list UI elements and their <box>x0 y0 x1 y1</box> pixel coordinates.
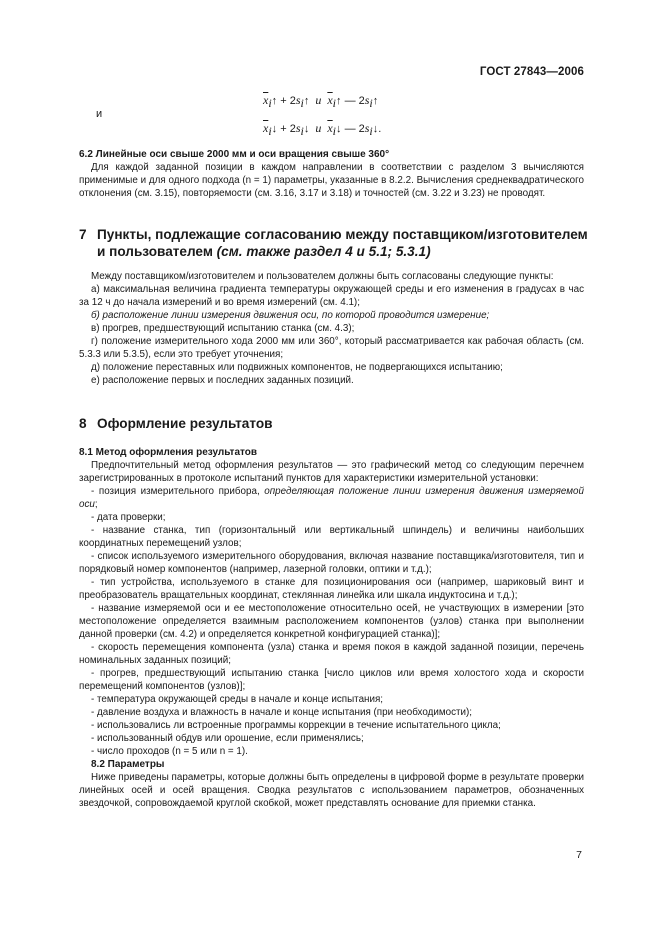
section-7-item-b <box>79 309 584 322</box>
formula-var-x: $\overline{x}$ <box>327 93 333 107</box>
formula-sub-i: i <box>300 96 304 111</box>
section-7-intro: Между поставщиком/изготовителем и пользователем должны быть согласованы следующие пункты: <box>91 271 554 282</box>
section-6-2-text: Для каждой заданной позиции в каждом направлении в соответствии с разделом 3 вычисляются применимые и для одного подхода (n = 1) параметры, указанные в 8.2.2. Вычисления среднеквадратического отклонения (см. 3.15), повторяемости (см. 3.16, 3.17 и 3.18) и точностей (см. 3.22 и 3.23) не проводят. <box>79 162 584 199</box>
standard-designation: ГОСТ 27843—2006 <box>479 66 584 78</box>
section-7-item-e: е) расположение первых и последних заданных позиций. <box>91 375 354 386</box>
list-item: - использованный обдув или орошение, если применялись; <box>91 733 364 744</box>
formula-var-x: $\overline{x}$ <box>327 121 333 135</box>
formula-arrow: ↑ <box>372 95 379 107</box>
formula-sub-i: i <box>268 124 272 139</box>
formula-var-s: s <box>364 121 370 135</box>
section-8-number: 8 <box>79 416 87 431</box>
formula-sub-i: i <box>332 96 337 111</box>
item-text: - позиция измерительного прибора, <box>91 486 265 497</box>
formula-upward <box>263 93 378 111</box>
formula-arrow: ↓ <box>303 123 310 135</box>
formula-var-s: s <box>295 93 301 107</box>
formula-op: ↑ + 2 <box>271 95 296 107</box>
section-6-2-heading: 6.2 Линейные оси свыше 2000 мм и оси вращения свыше 360° <box>79 149 390 160</box>
formula-arrow: ↓. <box>372 123 382 135</box>
list-item: - использовались ли встроенные программы коррекции в течение испытательного цикла; <box>91 720 501 731</box>
list-item: - прогрев, предшествующий испытанию станка [число циклов или время холостого хода и скорости перемещений компонентов (узлов)]; <box>79 668 584 692</box>
list-item: - тип устройства, используемого в станке для позиционирования оси (например, шариковый винт и преобразователь вращательных координат, стеклянная линейка или шкала индуктосина и т.д.); <box>79 577 584 601</box>
section-8-1-intro: Предпочтительный метод оформления результатов — это графический метод со следующим перечнем зарегистрированных в протоколе испытаний пунктов для характеристики измерительной установки: <box>79 460 584 484</box>
formula-downward <box>263 121 381 139</box>
section-7-number: 7 <box>79 227 87 242</box>
section-7-heading <box>79 226 599 260</box>
list-item: - дата проверки; <box>91 512 166 523</box>
section-7-item-v: в) прогрев, предшествующий испытанию станка (см. 4.3); <box>91 323 355 334</box>
section-6-2 <box>79 148 584 200</box>
formula-var-s: s <box>295 121 301 135</box>
list-item: - скорость перемещения компонента (узла) станка и время покоя в каждой заданной позиции, перечень номинальных заданных позиций; <box>79 642 584 666</box>
formula-var-x: $\overline{x}$ <box>263 121 269 135</box>
formula-var-x: $\overline{x}$ <box>263 93 269 107</box>
list-item: - название станка, тип (горизонтальный или вертикальный шпиндель) и величины наибольших координатных перемещений узлов; <box>79 525 584 549</box>
formula-op: ↑ — 2 <box>336 95 365 107</box>
formula-conj: и <box>309 121 328 135</box>
formula-and-word: и <box>96 108 103 120</box>
formula-conj: и <box>309 93 328 107</box>
formula-arrow: ↑ <box>303 95 310 107</box>
section-7-item-a: а) максимальная величина градиента температуры окружающей среды и его изменения в градусах в час за 12 ч до начала измерений и во время измерений (см. 4.1); <box>79 284 584 308</box>
section-8-heading <box>79 416 273 431</box>
formula-op: ↓ + 2 <box>271 123 296 135</box>
formula-sub-i: i <box>268 96 272 111</box>
list-item: - давление воздуха и влажность в начале и конце испытания (при необходимости); <box>91 707 473 718</box>
section-8-2-heading: 8.2 Параметры <box>91 759 165 770</box>
formula-sub-i: i <box>369 124 373 139</box>
section-8-title: Оформление результатов <box>97 416 273 431</box>
section-7-body <box>79 270 584 387</box>
list-item: - температура окружающей среды в начале и конце испытания; <box>91 694 384 705</box>
section-7-item-b-text: б) расположение линии измерения движения оси, по которой проводится измерение; <box>91 310 490 321</box>
section-7-title-line1: Пункты, подлежащие согласованию между поставщиком/изготовителем <box>97 227 588 242</box>
section-8-body <box>79 446 584 810</box>
formula-sub-i: i <box>300 124 304 139</box>
section-8-1-item-position <box>79 485 584 511</box>
formula-sub-i: i <box>332 124 337 139</box>
section-7-item-g: г) положение измерительного хода 2000 мм или 360°, который рассматривается как рабочая область (см. 5.3.3 или 5.3.5), если это требует уточнения; <box>79 336 584 360</box>
section-8-2-text: Ниже приведены параметры, которые должны быть определены в цифровой форме в результате проверки линейных осей и осей вращения. Сводка результатов с использованием параметров, обозначенных звездочкой, сопровождаемой круглой скобкой, может представлять основание для приемки станка. <box>79 772 584 809</box>
formula-sub-i: i <box>369 96 373 111</box>
section-7-title-line2: и пользователем <box>97 244 213 259</box>
list-item-passes: - число проходов (n = 5 или n = 1). <box>91 746 248 757</box>
page-number: 7 <box>576 849 582 861</box>
formula-op: ↓ — 2 <box>336 123 365 135</box>
formula-var-s: s <box>364 93 370 107</box>
list-item: - название измеряемой оси и ее местоположение относительно осей, не участвующих в измерении [это местоположение определяется взаимным расположением компонентов (узлов) станка при выполнении данной проверки (см. 4.2) и определяется конкретной конфигурацией станка)]; <box>79 603 584 640</box>
section-8-1-heading: 8.1 Метод оформления результатов <box>79 447 258 458</box>
list-item: - список используемого измерительного оборудования, включая название поставщика/изготовителя, тип и порядковый номер компонентов (например, лазерной головки, оптики и т.д.); <box>79 551 584 575</box>
item-italic-text: определяющая положение линии измерения движения измеряемой оси <box>79 486 584 510</box>
section-7-title-ref: (см. также раздел 4 и 5.1; 5.3.1) <box>216 244 431 259</box>
section-7-item-d: д) положение переставных или подвижных компонентов, не подвергающихся испытанию; <box>91 362 503 373</box>
item-punct: ; <box>94 499 98 510</box>
